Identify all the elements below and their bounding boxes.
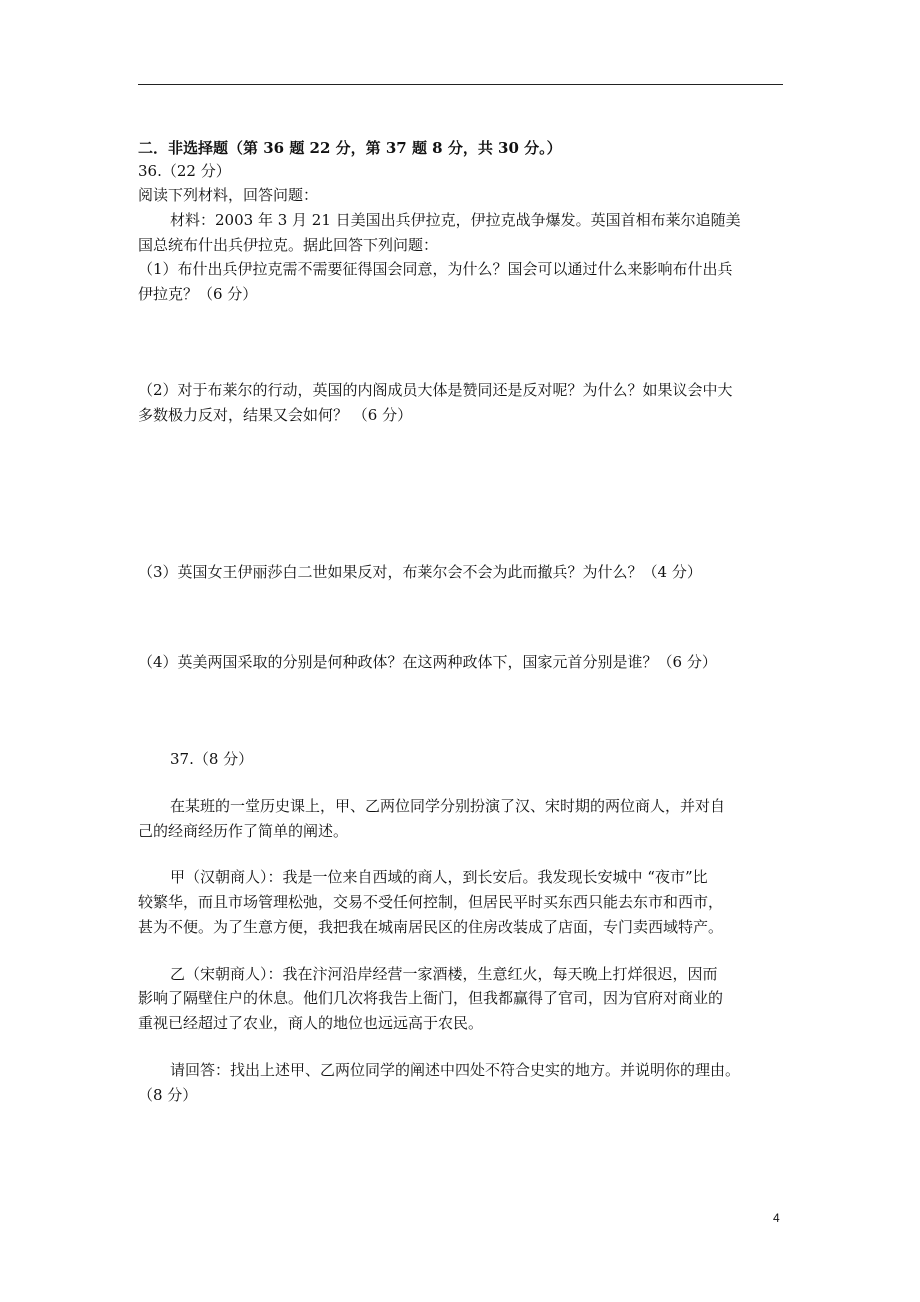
header-rule — [138, 84, 783, 85]
q37-intro-line2: 己的经商经历作了简单的阐述。 — [138, 822, 349, 840]
q37-ask-line1: 请回答：找出上述甲、乙两位同学的阐述中四处不符合史实的地方。并说明你的理由。 — [170, 1061, 741, 1079]
section-heading: 二．非选择题（第 36 题 22 分，第 37 题 8 分，共 30 分。） — [138, 139, 562, 157]
q37-jia-line3: 甚为不便。为了生意方便，我把我在城南居民区的住房改装成了店面，专门卖西域特产。 — [138, 918, 724, 936]
q36-sub1-line2: 伊拉克？（6 分） — [138, 285, 258, 303]
q37-yi-line2: 影响了隔壁住户的休息。他们几次将我告上衙门，但我都赢得了官司，因为官府对商业的 — [138, 989, 724, 1007]
q36-header: 36.（22 分） — [138, 162, 231, 180]
q36-instruction: 阅读下列材料，回答问题： — [138, 186, 319, 204]
q37-header: 37.（8 分） — [170, 750, 254, 768]
q37-yi-line1: 乙（宋朝商人）：我在汴河沿岸经营一家酒楼，生意红火，每天晚上打烊很迟，因而 — [170, 965, 718, 983]
q37-jia-line2: 较繁华，而且市场管理松弛，交易不受任何控制，但居民平时买东西只能去东市和西市， — [138, 893, 724, 911]
page-number: 4 — [773, 1211, 780, 1225]
q36-sub4: （4）英美两国采取的分别是何种政体？在这两种政体下，国家元首分别是谁？（6 分） — [138, 653, 717, 671]
q37-ask-line2: （8 分） — [138, 1086, 198, 1104]
q36-material-line1: 材料：2003 年 3 月 21 日美国出兵伊拉克，伊拉克战争爆发。英国首相布莱尔追随美 — [170, 211, 741, 229]
q36-sub3: （3）英国女王伊丽莎白二世如果反对，布莱尔会不会为此而撤兵？为什么？（4 分） — [138, 563, 702, 581]
q36-sub1-line1: （1）布什出兵伊拉克需不需要征得国会同意，为什么？国会可以通过什么来影响布什出兵 — [138, 260, 733, 278]
q37-intro-line1: 在某班的一堂历史课上，甲、乙两位同学分别扮演了汉、宋时期的两位商人，并对自 — [170, 797, 726, 815]
q36-material-line2: 国总统布什出兵伊拉克。据此回答下列问题： — [138, 236, 439, 254]
q36-sub2-line2: 多数极力反对，结果又会如何？ （6 分） — [138, 406, 413, 424]
q37-yi-line3: 重视已经超过了农业，商人的地位也远远高于农民。 — [138, 1014, 484, 1032]
q36-sub2-line1: （2）对于布莱尔的行动，英国的内阁成员大体是赞同还是反对呢？为什么？如果议会中大 — [138, 381, 733, 399]
q37-jia-line1: 甲（汉朝商人）：我是一位来自西域的商人，到长安后。我发现长安城中 “夜市”比 — [170, 868, 708, 886]
